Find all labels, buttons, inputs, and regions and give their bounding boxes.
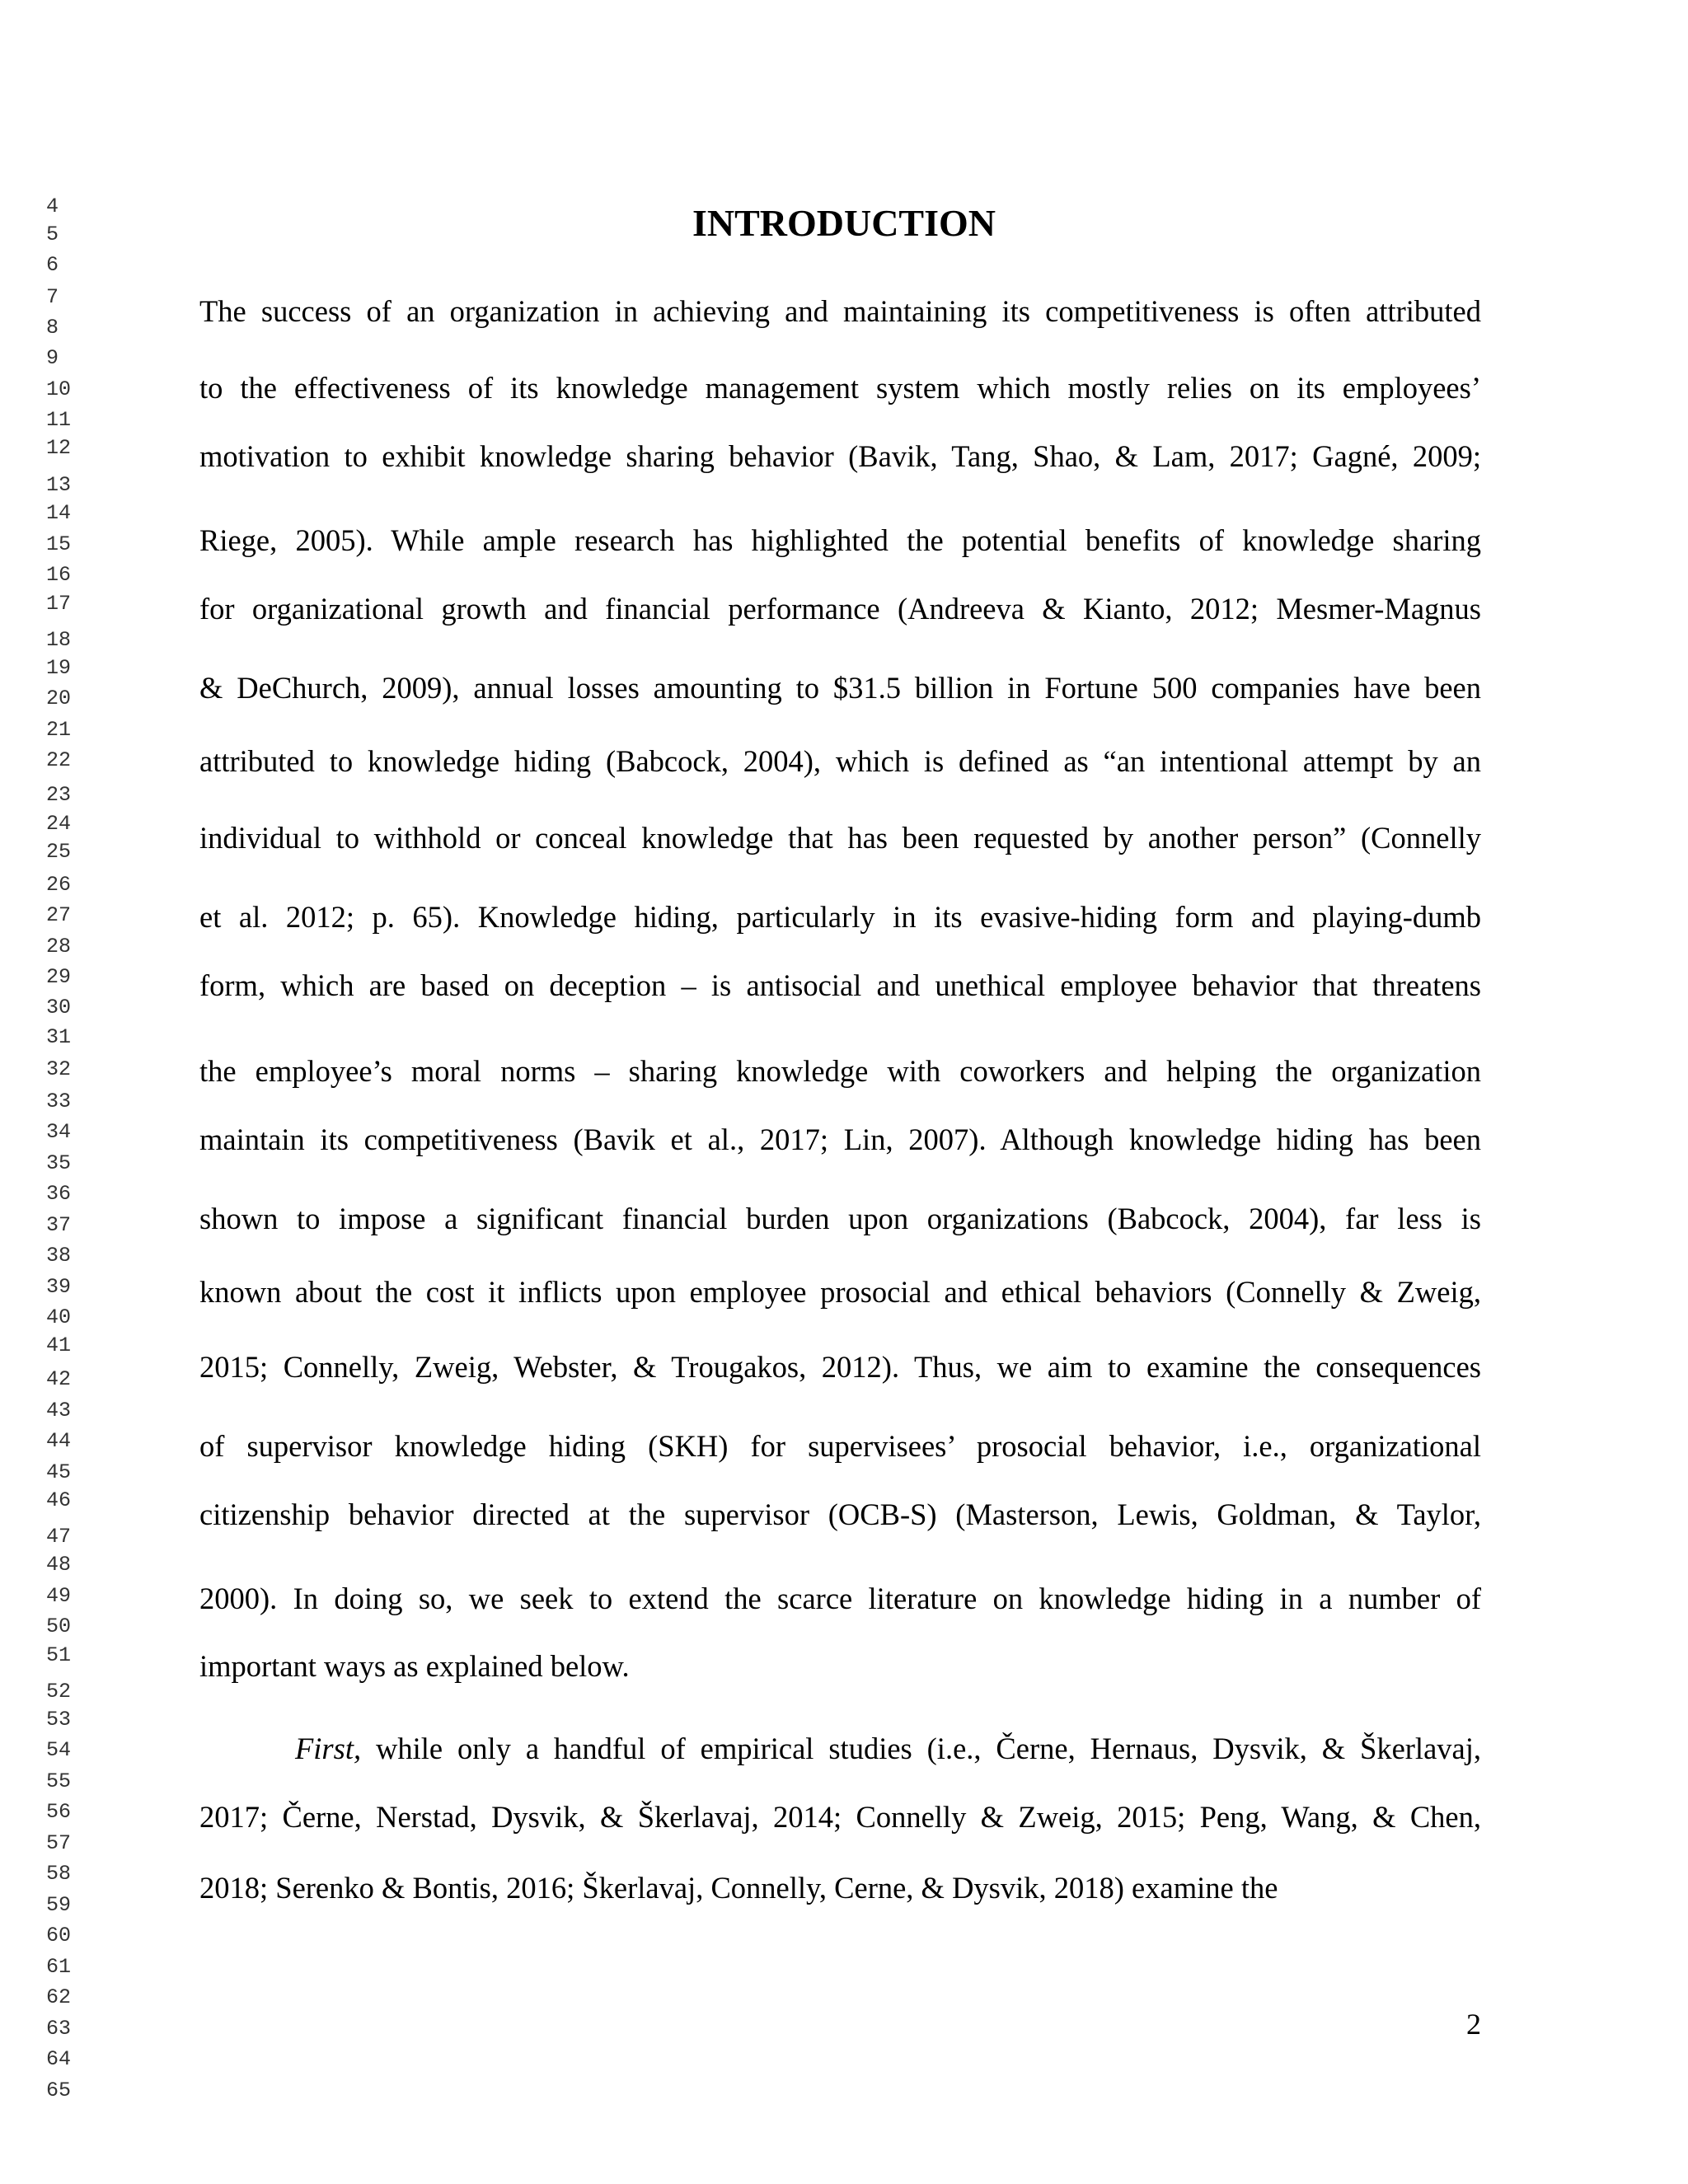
line-number: 46 xyxy=(46,1488,72,1512)
line-number: 50 xyxy=(46,1615,72,1638)
text-line: 2000). In doing so, we seek to extend the scarce literature on knowledge hiding in a number of xyxy=(199,1582,1481,1615)
line-number: 13 xyxy=(46,473,72,497)
line-number: 24 xyxy=(46,812,72,836)
line-number: 62 xyxy=(46,1985,72,2009)
line-number: 45 xyxy=(46,1460,72,1484)
line-number: 19 xyxy=(46,656,72,680)
text-line: et al. 2012; p. 65). Knowledge hiding, particularly in its evasive-hiding form and playing-dumb xyxy=(199,900,1481,934)
text-line: for organizational growth and financial performance (Andreeva & Kianto, 2012; Mesmer-Magnus xyxy=(199,592,1481,626)
line-number: 25 xyxy=(46,840,72,864)
line-number: 29 xyxy=(46,965,72,989)
line-number: 47 xyxy=(46,1525,72,1549)
line-number: 11 xyxy=(46,408,72,432)
line-number: 52 xyxy=(46,1680,72,1704)
line-number: 55 xyxy=(46,1769,72,1793)
line-number: 15 xyxy=(46,532,72,556)
line-number: 12 xyxy=(46,436,72,460)
line-number: 51 xyxy=(46,1643,72,1667)
line-number: 16 xyxy=(46,563,72,587)
line-number: 7 xyxy=(46,285,59,309)
line-number: 31 xyxy=(46,1025,72,1049)
text-line: motivation to exhibit knowledge sharing behavior (Bavik, Tang, Shao, & Lam, 2017; Gagné, 2009; xyxy=(199,439,1481,473)
line-number: 38 xyxy=(46,1244,72,1268)
text-line: important ways as explained below. xyxy=(199,1649,630,1683)
line-number: 41 xyxy=(46,1333,72,1357)
line-number: 56 xyxy=(46,1800,72,1824)
text-line: form, which are based on deception – is antisocial and unethical employee behavior that threatens xyxy=(199,968,1481,1002)
line-number: 65 xyxy=(46,2079,72,2102)
section-heading: INTRODUCTION xyxy=(692,202,996,244)
line-number: 20 xyxy=(46,687,72,710)
text-line xyxy=(295,1734,1481,1765)
line-number: 28 xyxy=(46,935,72,958)
text-line: known about the cost it inflicts upon employee prosocial and ethical behaviors (Connelly & Zweig, xyxy=(199,1275,1481,1309)
text-line: individual to withhold or conceal knowledge that has been requested by another person” (Connelly xyxy=(199,821,1481,855)
line-number: 18 xyxy=(46,628,72,652)
text-span: while only a handful of empirical studies (i.e., Černe, Hernaus, Dysvik, & Škerlavaj, xyxy=(361,1732,1481,1765)
line-number: 30 xyxy=(46,996,72,1019)
line-number: 49 xyxy=(46,1584,72,1608)
text-line: of supervisor knowledge hiding (SKH) for supervisees’ prosocial behavior, i.e., organizational xyxy=(199,1429,1481,1463)
line-number: 58 xyxy=(46,1862,72,1886)
text-line: citizenship behavior directed at the supervisor (OCB-S) (Masterson, Lewis, Goldman, & Taylor, xyxy=(199,1497,1481,1531)
text-line: attributed to knowledge hiding (Babcock, 2004), which is defined as “an intentional attempt by an xyxy=(199,744,1481,778)
line-number: 27 xyxy=(46,903,72,927)
line-number: 33 xyxy=(46,1090,72,1113)
line-number: 54 xyxy=(46,1738,72,1762)
line-number: 22 xyxy=(46,748,72,772)
text-line: 2018; Serenko & Bontis, 2016; Škerlavaj, Connelly, Cerne, & Dysvik, 2018) examine the xyxy=(199,1871,1278,1905)
text-line: The success of an organization in achieving and maintaining its competitiveness is often attributed xyxy=(199,294,1481,328)
line-number: 42 xyxy=(46,1367,72,1391)
text-line: 2017; Černe, Nerstad, Dysvik, & Škerlavaj, 2014; Connelly & Zweig, 2015; Peng, Wang, & Chen, xyxy=(199,1800,1481,1834)
line-number: 9 xyxy=(46,346,59,370)
line-number: 44 xyxy=(46,1429,72,1453)
line-number: 35 xyxy=(46,1151,72,1175)
line-number: 8 xyxy=(46,316,59,340)
line-number: 37 xyxy=(46,1213,72,1237)
line-number: 17 xyxy=(46,592,72,616)
line-number: 32 xyxy=(46,1057,72,1081)
line-number: 57 xyxy=(46,1831,72,1855)
page-number: 2 xyxy=(1466,2008,1481,2041)
line-number: 53 xyxy=(46,1708,72,1732)
line-number: 61 xyxy=(46,1955,72,1979)
line-number: 26 xyxy=(46,873,72,897)
line-number: 43 xyxy=(46,1399,72,1422)
line-number: 10 xyxy=(46,377,72,401)
line-number: 64 xyxy=(46,2047,72,2071)
line-number: 36 xyxy=(46,1182,72,1206)
text-line: & DeChurch, 2009), annual losses amounting to $31.5 billion in Fortune 500 companies have been xyxy=(199,671,1481,705)
line-number: 39 xyxy=(46,1275,72,1299)
emphasis-text: First, xyxy=(295,1732,362,1765)
line-number: 60 xyxy=(46,1924,72,1947)
line-number: 59 xyxy=(46,1893,72,1917)
line-number: 21 xyxy=(46,718,72,742)
line-number: 4 xyxy=(46,194,59,218)
line-number: 5 xyxy=(46,223,59,246)
text-line: to the effectiveness of its knowledge management system which mostly relies on its employees’ xyxy=(199,371,1481,405)
text-line: the employee’s moral norms – sharing knowledge with coworkers and helping the organization xyxy=(199,1054,1481,1088)
line-number: 23 xyxy=(46,783,72,807)
line-number: 63 xyxy=(46,2017,72,2041)
line-number: 14 xyxy=(46,501,72,525)
text-line: Riege, 2005). While ample research has highlighted the potential benefits of knowledge sharing xyxy=(199,523,1481,557)
text-line: 2015; Connelly, Zweig, Webster, & Trougakos, 2012). Thus, we aim to examine the consequences xyxy=(199,1350,1481,1384)
line-number: 6 xyxy=(46,253,59,277)
line-number: 40 xyxy=(46,1305,72,1329)
line-number: 48 xyxy=(46,1553,72,1577)
line-number: 34 xyxy=(46,1120,72,1144)
text-line: maintain its competitiveness (Bavik et al., 2017; Lin, 2007). Although knowledge hiding has been xyxy=(199,1122,1481,1156)
text-line: shown to impose a significant financial burden upon organizations (Babcock, 2004), far less is xyxy=(199,1202,1481,1235)
